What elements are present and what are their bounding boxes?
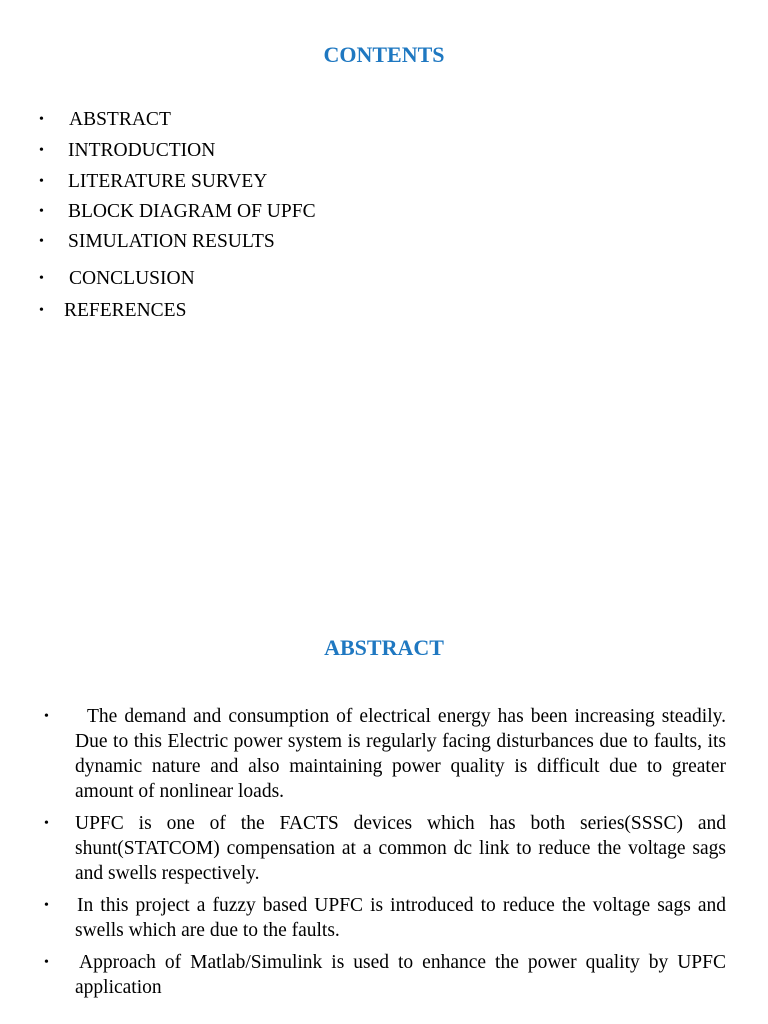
- toc-item-introduction: [0, 140, 768, 162]
- toc-item-abstract: [0, 109, 768, 131]
- toc-item-label: ABSTRACT: [69, 109, 171, 130]
- bullet-icon: •: [39, 234, 44, 249]
- bullet-icon: •: [44, 898, 49, 913]
- toc-item-label: INTRODUCTION: [68, 140, 216, 161]
- abstract-paragraph-3: [0, 893, 768, 943]
- bullet-icon: •: [44, 709, 49, 724]
- toc-item-literature-survey: [0, 171, 768, 193]
- toc-item-label: LITERATURE SURVEY: [68, 171, 268, 192]
- abstract-paragraph-text: In this project a fuzzy based UPFC is introduced to reduce the voltage sags and swells which are due to the faults.: [75, 895, 726, 941]
- toc-item-conclusion: [0, 268, 768, 290]
- abstract-paragraph-text: The demand and consumption of electrical energy has been increasing steadily. Due to this Electric power system is regularly facing disturbances due to faults, its dynamic nature and also maintaining power quality is difficult due to greater amount of nonlinear loads.: [75, 706, 726, 802]
- bullet-icon: •: [39, 174, 44, 189]
- toc-item-label: SIMULATION RESULTS: [68, 231, 275, 252]
- toc-item-label: BLOCK DIAGRAM OF UPFC: [68, 201, 316, 222]
- abstract-paragraph-text: UPFC is one of the FACTS devices which has both series(SSSC) and shunt(STATCOM) compensation at a common dc link to reduce the voltage sags and swells respectively.: [75, 813, 726, 884]
- bullet-icon: •: [39, 204, 44, 219]
- toc-item-label: REFERENCES: [64, 300, 187, 321]
- contents-title: CONTENTS: [323, 42, 445, 67]
- bullet-icon: •: [39, 271, 44, 286]
- bullet-icon: •: [44, 816, 49, 831]
- abstract-paragraph-2: [0, 811, 768, 886]
- bullet-icon: •: [39, 303, 44, 318]
- bullet-icon: •: [44, 955, 49, 970]
- abstract-paragraph-4: [0, 950, 768, 1000]
- abstract-title: ABSTRACT: [324, 635, 444, 660]
- toc-item-references: [0, 300, 768, 322]
- toc-item-block-diagram: [0, 201, 768, 223]
- abstract-paragraph-1: [0, 704, 768, 804]
- bullet-icon: •: [39, 143, 44, 158]
- toc-item-simulation-results: [0, 231, 768, 253]
- bullet-icon: •: [39, 112, 44, 127]
- toc-item-label: CONCLUSION: [69, 268, 195, 289]
- abstract-paragraph-text: Approach of Matlab/Simulink is used to enhance the power quality by UPFC application: [75, 952, 726, 998]
